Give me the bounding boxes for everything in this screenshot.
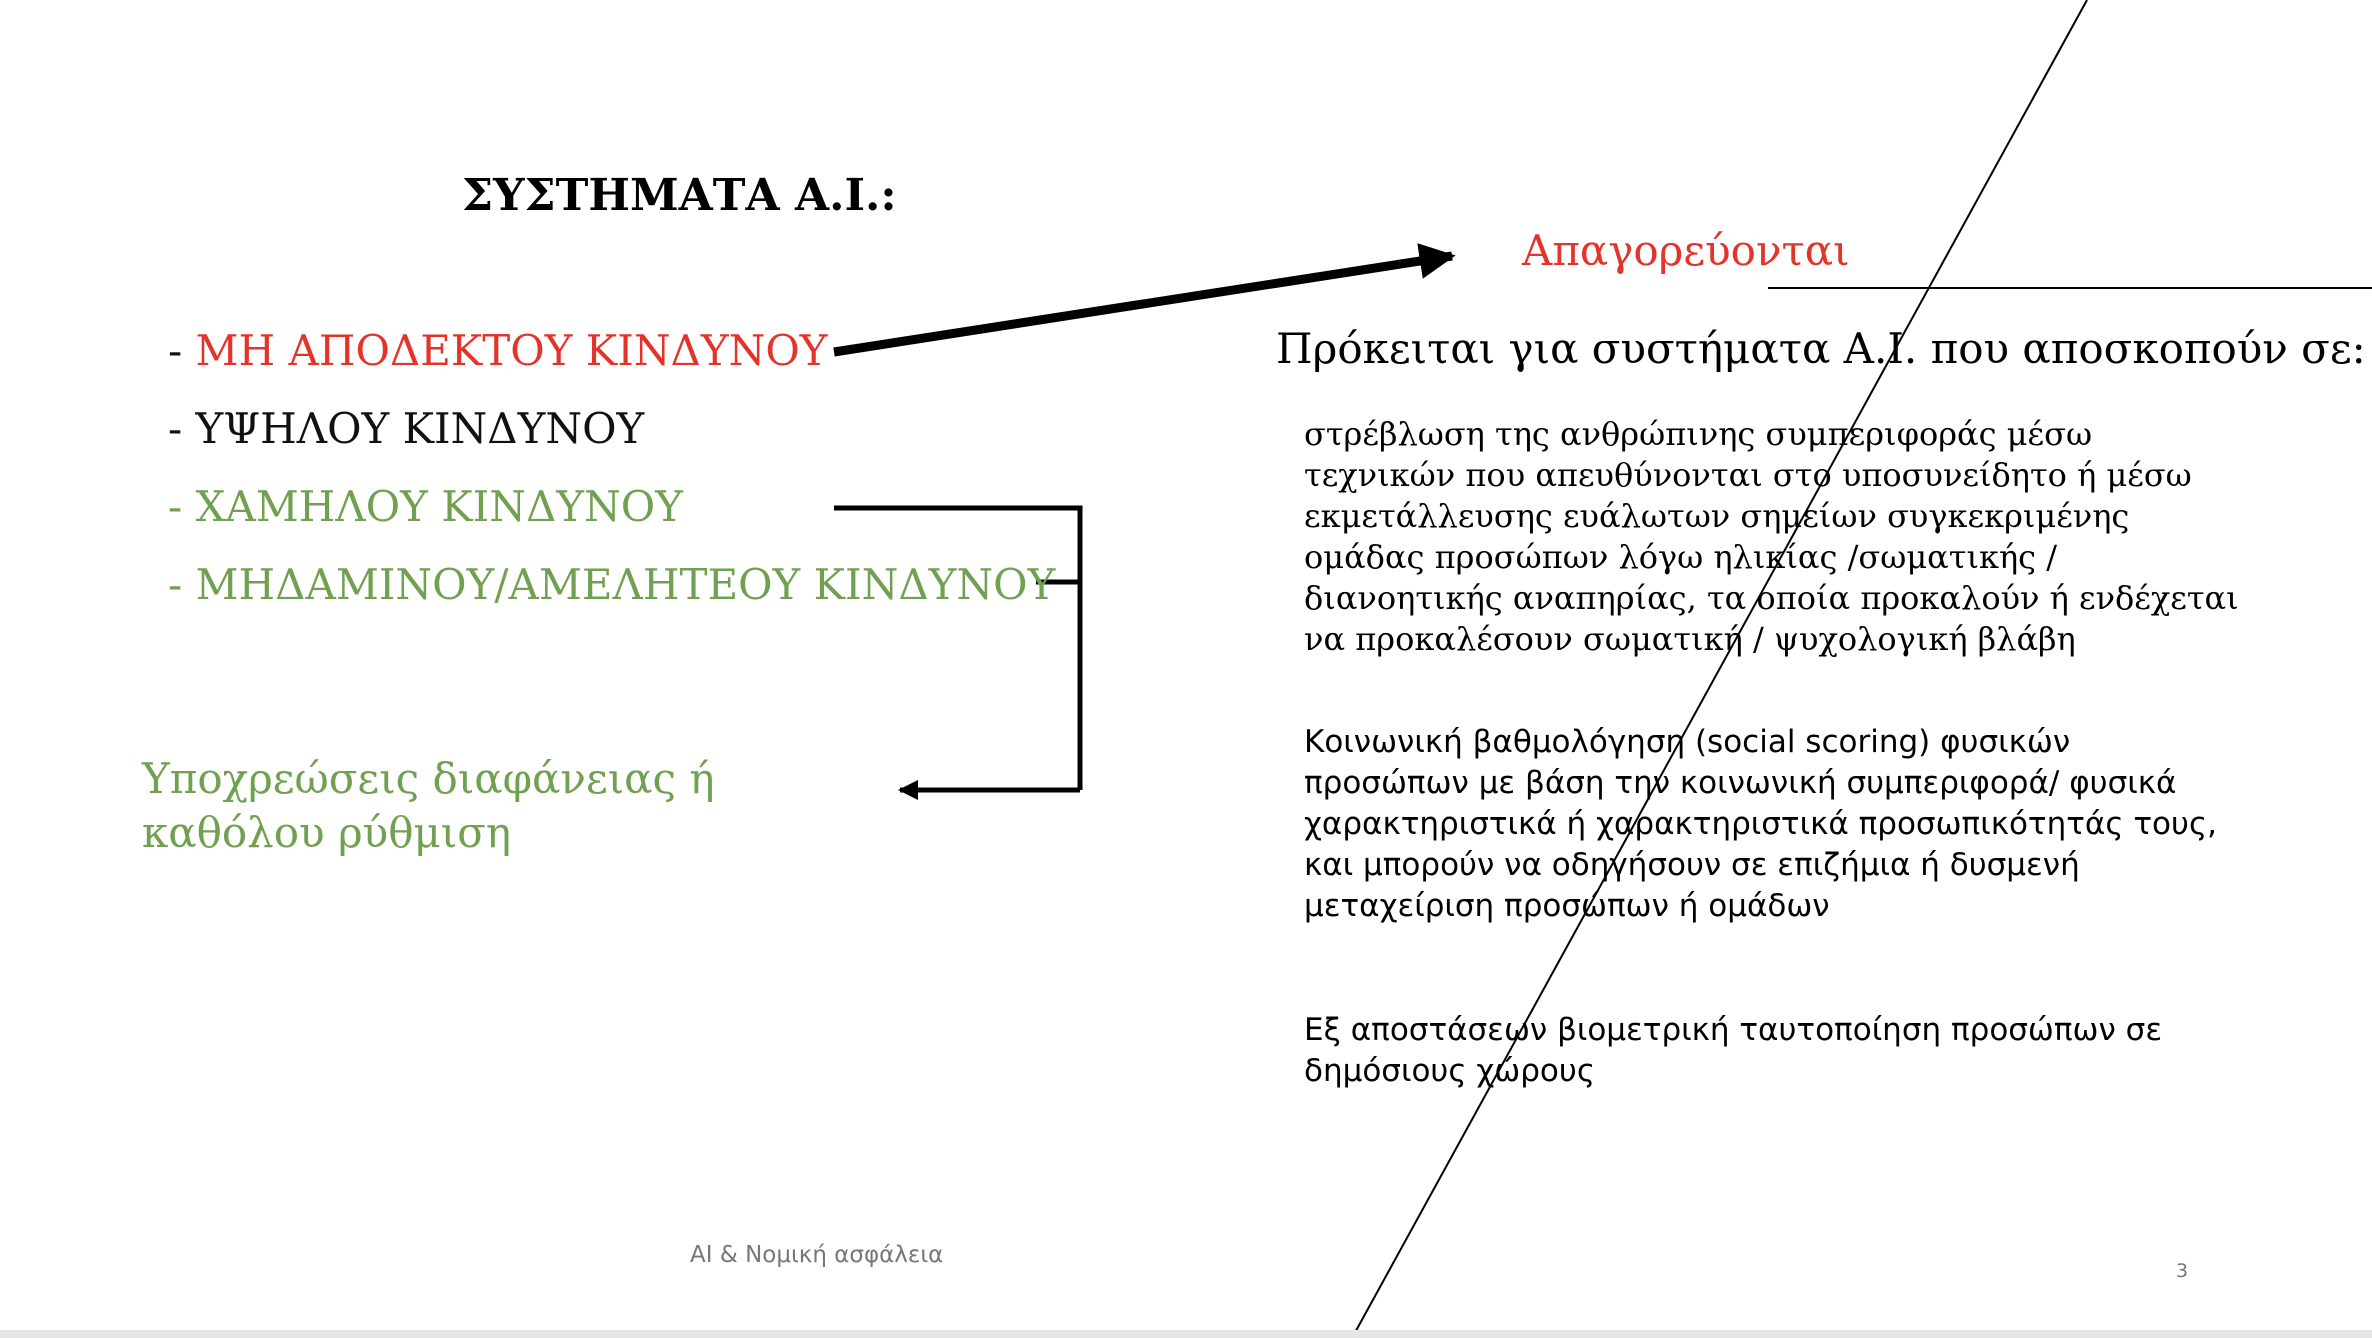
list-dash: - bbox=[168, 404, 196, 453]
risk-level-label: ΧΑΜΗΛΟΥ ΚΙΝΔΥΝΟΥ bbox=[195, 482, 683, 531]
risk-level-label: ΥΨΗΛΟΥ ΚΙΝΔΥΝΟΥ bbox=[195, 404, 645, 453]
list-dash: - bbox=[168, 326, 196, 375]
risk-level-low bbox=[168, 482, 683, 531]
paragraph-biometric: Εξ αποστάσεων βιομετρική ταυτοποίηση προσώπων σε δημόσιους χώρους bbox=[1304, 1012, 2163, 1089]
banned-label: Απαγορεύονται bbox=[1522, 226, 1850, 275]
paragraph-social-scoring: Κοινωνική βαθμολόγηση (social scoring) φυσικών προσώπων με βάση την κοινωνική συμπεριφορά/ φυσικά χαρακτηριστικά ή χαρακτηριστικά προσωπικότητάς τους, και μπορούν να οδηγήσουν σε επιζήμια ή δυσμενή μεταχείριση προσώπων ή ομάδων bbox=[1304, 724, 2218, 924]
risk-level-label: ΜΗΔΑΜΙΝΟΥ/ΑΜΕΛΗΤΕΟΥ ΚΙΝΔΥΝΟΥ bbox=[195, 560, 1056, 609]
risk-level-minimal bbox=[168, 560, 1055, 609]
footer-text: AI & Νομική ασφάλεια bbox=[690, 1242, 944, 1268]
page-number: 3 bbox=[2176, 1260, 2189, 1282]
list-dash: - bbox=[168, 560, 196, 609]
bottom-scroll-strip bbox=[0, 1330, 2372, 1338]
list-dash: - bbox=[168, 482, 196, 531]
slide-title: ΣΥΣΤΗΜΑΤΑ Α.Ι.: bbox=[462, 170, 897, 221]
intro-text: Πρόκειται για συστήματα Α.Ι. που αποσκοπούν σε: bbox=[1276, 324, 2366, 373]
risk-level-high bbox=[168, 404, 644, 453]
obligations-text: Υποχρεώσεις διαφάνειας ή καθόλου ρύθμιση bbox=[142, 754, 715, 857]
risk-level-unacceptable bbox=[168, 326, 828, 375]
diagonal-decoration-line bbox=[1352, 0, 2087, 1338]
paragraph-manipulation: στρέβλωση της ανθρώπινης συμπεριφοράς μέσω τεχνικών που απευθύνονται στο υποσυνείδητο ή μέσω εκμετάλλευσης ευάλωτων σημείων συγκεκριμένης ομάδας προσώπων λόγω ηλικίας /σωματικής / διανοητικής αναπηρίας, τα οποία προκαλούν ή ενδέχεται να προκαλέσουν σωματική / ψυχολογική βλάβη bbox=[1304, 415, 2239, 658]
bracket-connector bbox=[834, 508, 1080, 790]
risk-level-label: ΜΗ ΑΠΟΔΕΚΤΟΥ ΚΙΝΔΥΝΟΥ bbox=[195, 326, 828, 375]
